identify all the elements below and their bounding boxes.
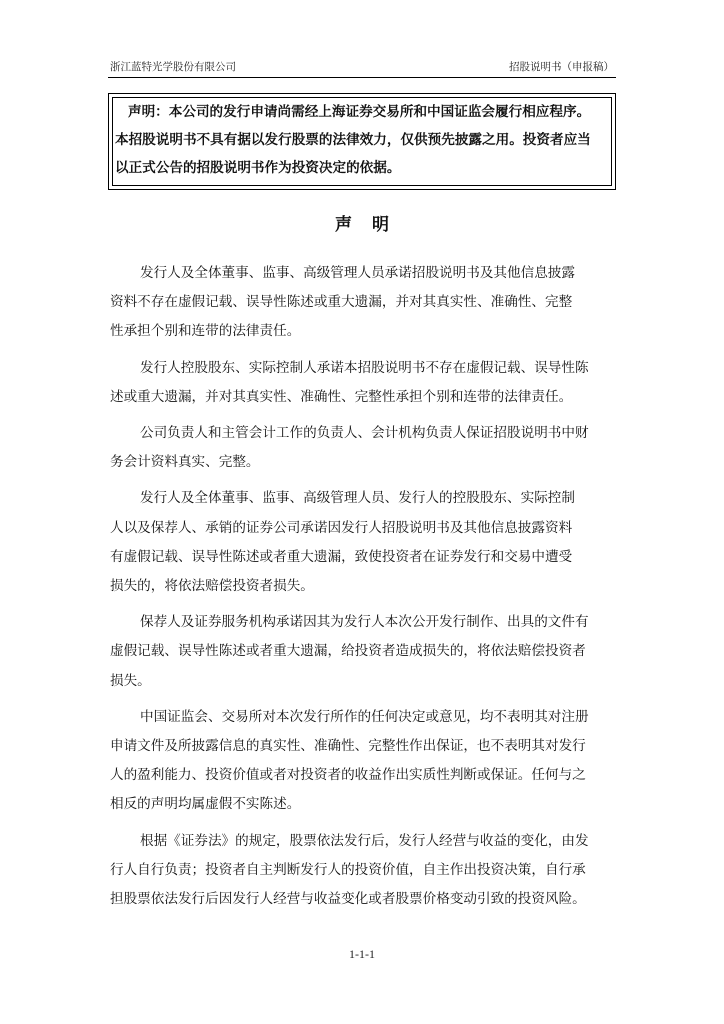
notice-text — [115, 98, 609, 182]
text-line: 发行人及全体董事、监事、高级管理人员、发行人的控股股东、实际控制 — [140, 490, 575, 507]
paragraph — [110, 419, 615, 477]
paragraph — [110, 354, 615, 412]
text-line: 中国证监会、交易所对本次发行所作的任何决定或意见，均不表明其对注册 — [140, 708, 589, 725]
text-line: 虚假记载、误导性陈述或者重大遗漏，给投资者造成损失的，将依法赔偿投资者 — [110, 643, 586, 660]
header-document-name: 招股说明书（申报稿） — [509, 61, 614, 73]
declaration-body — [110, 259, 615, 921]
text-line: 公司负责人和主管会计工作的负责人、会计机构负责人保证招股说明书中财 — [140, 425, 589, 442]
page-number: 1-1-1 — [349, 947, 375, 961]
text-line: 述或重大遗漏，并对其真实性、准确性、完整性承担个别和连带的法律责任。 — [110, 388, 573, 405]
text-line: 务会计资料真实、完整。 — [110, 454, 260, 471]
page-title: 声明 — [335, 215, 409, 235]
text-line: 发行人及全体董事、监事、高级管理人员承诺招股说明书及其他信息披露 — [140, 265, 575, 281]
text-line: 资料不存在虚假记载、误导性陈述或重大遗漏，并对其真实性、准确性、完整 — [110, 294, 573, 311]
text-line: 性承担个别和连带的法律责任。 — [110, 323, 301, 340]
text-line: 损失。 — [110, 672, 151, 689]
text-line: 有虚假记载、误导性陈述或者重大遗漏，致使投资者在证券发行和交易中遭受 — [110, 548, 573, 565]
notice-box — [108, 93, 616, 190]
text-line: 人以及保荐人、承销的证券公司承诺因发行人招股说明书及其他信息披露资料 — [110, 519, 573, 536]
text-line: 发行人控股股东、实际控制人承诺本招股说明书不存在虚假记载、误导性陈 — [140, 359, 589, 376]
notice-line: 以正式公告的招股说明书作为投资决定的依据。 — [115, 160, 401, 176]
page-header — [110, 59, 614, 75]
text-line: 损失的，将依法赔偿投资者损失。 — [110, 578, 314, 595]
header-divider — [108, 77, 616, 78]
paragraph — [110, 827, 615, 915]
text-line: 行人自行负责；投资者自主判断发行人的投资价值，自主作出投资决策，自行承 — [110, 861, 586, 878]
paragraph — [110, 608, 615, 696]
header-company-name: 浙江蓝特光学股份有限公司 — [110, 61, 236, 73]
text-line: 相反的声明均属虚假不实陈述。 — [110, 796, 301, 813]
paragraph — [110, 484, 615, 601]
notice-line: 本招股说明书不具有据以发行股票的法律效力，仅供预先披露之用。投资者应当 — [115, 132, 591, 148]
text-line: 根据《证券法》的规定，股票依法发行后，发行人经营与收益的变化，由发 — [140, 832, 589, 849]
paragraph — [110, 703, 615, 820]
text-line: 人的盈利能力、投资价值或者对投资者的收益作出实质性判断或保证。任何与之 — [110, 767, 586, 784]
text-line: 担股票依法发行后因发行人经营与收益变化或者股票价格变动引致的投资风险。 — [110, 891, 586, 908]
paragraph — [110, 259, 615, 347]
text-line: 申请文件及所披露信息的真实性、准确性、完整性作出保证，也不表明其对发行 — [110, 738, 586, 755]
text-line: 保荐人及证券服务机构承诺因其为发行人本次公开发行制作、出具的文件有 — [140, 614, 589, 631]
notice-line: 声明：本公司的发行申请尚需经上海证券交易所和中国证监会履行相应程序。 — [128, 104, 591, 120]
